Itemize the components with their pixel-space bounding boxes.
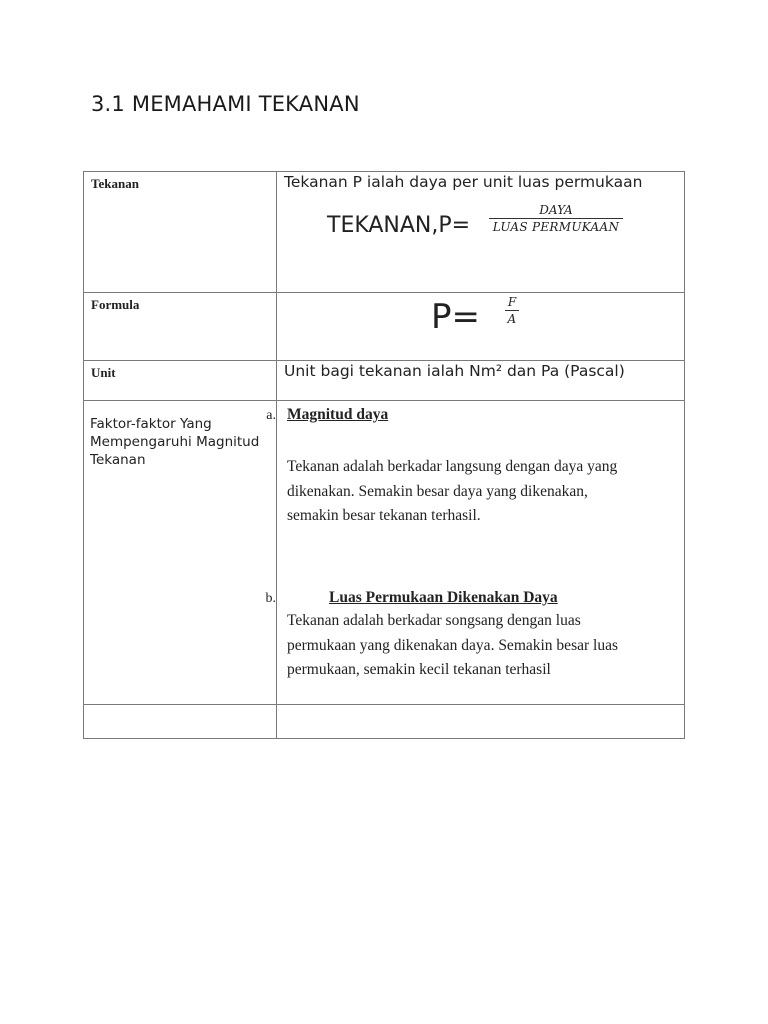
factor-line: permukaan yang dikenakan daya. Semakin besar luas (287, 636, 618, 654)
empty-cell (84, 705, 277, 739)
word-formula (277, 191, 684, 271)
row-label: Tekanan (91, 176, 139, 191)
fraction-numerator: F (507, 295, 517, 309)
cell-label-unit (84, 361, 277, 401)
unit-text: Unit bagi tekanan ialah Nm² dan Pa (Pascal) (284, 362, 625, 380)
cell-label-tekanan (84, 172, 277, 293)
symbol-formula (277, 293, 684, 359)
row-label: Unit (91, 365, 116, 380)
cell-label-formula (84, 293, 277, 361)
table-row-empty (84, 705, 685, 739)
table-row-formula (84, 293, 685, 361)
page-title: 3.1 MEMAHAMI TEKANAN (91, 92, 360, 116)
table-row-tekanan (84, 172, 685, 293)
table-row-unit (84, 361, 685, 401)
factor-line: permukaan, semakin kecil tekanan terhasil (287, 661, 551, 678)
cell-unit (277, 361, 685, 401)
factors-content (277, 401, 684, 704)
row-label: Formula (91, 297, 140, 312)
definition-text: Tekanan P ialah daya per unit luas permukaan (284, 173, 643, 191)
factors-label-block (84, 401, 276, 704)
factor-line: semakin besar tekanan terhasil. (287, 507, 481, 524)
pressure-table (83, 171, 685, 739)
list-marker-b: b. (265, 591, 276, 606)
symbol-fraction (505, 295, 519, 326)
empty-cell (277, 705, 685, 739)
list-marker-a: a. (266, 408, 276, 423)
factors-label: Faktor-faktor Yang Mempengaruhi Magnitud Tekanan (90, 416, 260, 468)
cell-label-factors (84, 401, 277, 705)
word-fraction (489, 203, 623, 234)
factor-heading-b: Luas Permukaan Dikenakan Daya (329, 589, 558, 606)
word-formula-lhs: TEKANAN,P= (327, 213, 471, 238)
cell-definition (277, 172, 685, 293)
cell-factors (277, 401, 685, 705)
fraction-denominator: LUAS PERMUKAAN (492, 220, 620, 234)
symbol-formula-lhs: P= (431, 297, 480, 337)
fraction-denominator: A (507, 312, 517, 326)
table-row-factors (84, 401, 685, 705)
factor-line: Tekanan adalah berkadar langsung dengan daya yang (287, 458, 618, 475)
factor-body-a (287, 455, 667, 529)
factor-line: dikenakan. Semakin besar daya yang dikenakan, (287, 482, 588, 500)
factor-body-b (287, 609, 667, 683)
factor-line: Tekanan adalah berkadar songsang dengan luas (287, 612, 581, 629)
fraction-numerator: DAYA (539, 203, 573, 217)
factor-heading-a: Magnitud daya (287, 406, 389, 423)
cell-formula (277, 293, 685, 361)
